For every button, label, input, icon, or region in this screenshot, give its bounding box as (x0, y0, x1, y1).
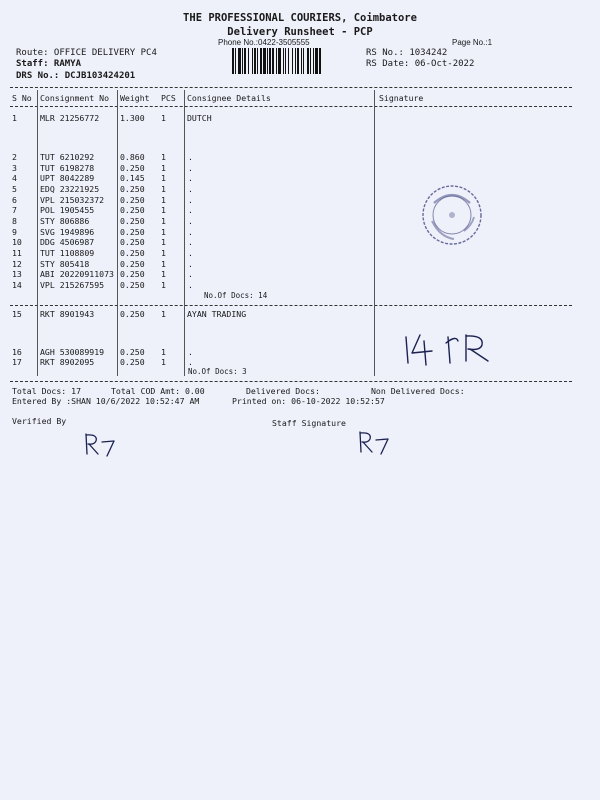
weight: 0.250 (120, 195, 145, 205)
pieces: 1 (161, 309, 166, 319)
consignee-mark: . (188, 347, 193, 357)
consignment-number: VPL 215267595 (40, 280, 105, 290)
pieces: 1 (161, 163, 166, 173)
col-header-signature: Signature (379, 93, 424, 103)
consignee-mark: . (188, 173, 193, 183)
consignee-mark: . (188, 259, 193, 269)
consignee-mark: . (188, 227, 193, 237)
serial-number: 14 (12, 280, 22, 290)
consignee-name: DUTCH (187, 113, 212, 123)
weight: 0.250 (120, 237, 145, 247)
consignment-number: TUT 6198278 (40, 163, 95, 173)
rs-date: RS Date: 06-Oct-2022 (366, 59, 475, 69)
serial-number: 2 (12, 152, 17, 162)
serial-number: 9 (12, 227, 17, 237)
consignment-number: AGH 530089919 (40, 347, 105, 357)
weight: 0.250 (120, 280, 145, 290)
serial-number: 13 (12, 269, 22, 279)
weight: 0.250 (120, 205, 145, 215)
col-header-sno: S No (12, 93, 32, 103)
entered-by: Entered By :SHAN 10/6/2022 10:52:47 AM (12, 396, 200, 406)
staff-signature-label: Staff Signature (272, 418, 346, 428)
consignee-mark: . (188, 184, 193, 194)
consignee-mark: . (188, 248, 193, 258)
weight: 0.250 (120, 309, 145, 319)
pieces: 1 (161, 113, 166, 123)
serial-number: 12 (12, 259, 22, 269)
route: Route: OFFICE DELIVERY PC4 (16, 48, 157, 58)
pieces: 1 (161, 227, 166, 237)
pieces: 1 (161, 269, 166, 279)
consignment-number: STY 806886 (40, 216, 90, 226)
consignment-number: MLR 21256772 (40, 113, 100, 123)
table-bottom-rule (10, 381, 572, 382)
serial-number: 8 (12, 216, 17, 226)
pieces: 1 (161, 280, 166, 290)
consignment-number: SVG 1949896 (40, 227, 95, 237)
consignment-number: ABI 20220911073 (40, 269, 114, 279)
drs-number: DRS No.: DCJB103424201 (16, 71, 136, 81)
pieces: 1 (161, 195, 166, 205)
column-divider (37, 90, 38, 376)
col-header-weight: Weight (120, 93, 150, 103)
pieces: 1 (161, 184, 166, 194)
consignment-number: RKT 8901943 (40, 309, 95, 319)
serial-number: 6 (12, 195, 17, 205)
verified-by-label: Verified By (12, 416, 67, 426)
handwritten-verified-initials (80, 430, 120, 458)
consignment-number: TUT 6210292 (40, 152, 95, 162)
pieces: 1 (161, 259, 166, 269)
serial-number: 1 (12, 113, 17, 123)
serial-number: 4 (12, 173, 17, 183)
serial-number: 5 (12, 184, 17, 194)
delivered-docs: Delivered Docs: (246, 386, 320, 396)
pieces: 1 (161, 248, 166, 258)
table-top-rule (10, 87, 572, 88)
col-header-consignee: Consignee Details (187, 93, 271, 103)
weight: 0.250 (120, 357, 145, 367)
weight: 0.145 (120, 173, 145, 183)
serial-number: 17 (12, 357, 22, 367)
company-name: THE PROFESSIONAL COURIERS, Coimbatore (183, 12, 417, 24)
company-seal (420, 183, 484, 247)
document-title: Delivery Runsheet - PCP (227, 26, 373, 38)
serial-number: 7 (12, 205, 17, 215)
weight: 0.250 (120, 184, 145, 194)
pieces: 1 (161, 205, 166, 215)
weight: 0.250 (120, 347, 145, 357)
weight: 0.250 (120, 227, 145, 237)
weight: 1.300 (120, 113, 145, 123)
serial-number: 10 (12, 237, 22, 247)
consignment-number: RKT 8902095 (40, 357, 95, 367)
consignee-mark: . (188, 205, 193, 215)
barcode (232, 48, 360, 74)
handwritten-delivery-mark (398, 327, 494, 369)
printed-on: Printed on: 06-10-2022 10:52:57 (232, 396, 385, 406)
column-divider (374, 90, 375, 376)
total-docs: Total Docs: 17 (12, 386, 82, 396)
col-header-consignment: Consignment No (40, 93, 110, 103)
pieces: 1 (161, 152, 166, 162)
staff: Staff: RAMYA (16, 59, 82, 69)
consignee-mark: . (188, 152, 193, 162)
weight: 0.250 (120, 216, 145, 226)
consignee-mark: . (188, 195, 193, 205)
header-bottom-rule (10, 106, 572, 107)
handwritten-staff-initials (354, 428, 394, 456)
consignee-mark: . (188, 280, 193, 290)
weight: 0.250 (120, 248, 145, 258)
pieces: 1 (161, 216, 166, 226)
consignee-name: AYAN TRADING (187, 309, 247, 319)
consignment-number: STY 805418 (40, 259, 90, 269)
weight: 0.250 (120, 163, 145, 173)
consignment-number: UPT 8042289 (40, 173, 95, 183)
consignee-mark: . (188, 163, 193, 173)
rs-number: RS No.: 1034242 (366, 48, 448, 58)
col-header-pcs: PCS (161, 93, 176, 103)
column-divider (184, 90, 185, 376)
non-delivered-docs: Non Delivered Docs: (371, 386, 465, 396)
column-divider (117, 90, 118, 376)
consignee-mark: . (188, 216, 193, 226)
serial-number: 11 (12, 248, 22, 258)
pieces: 1 (161, 173, 166, 183)
pieces: 1 (161, 347, 166, 357)
consignee-mark: . (188, 237, 193, 247)
serial-number: 16 (12, 347, 22, 357)
weight: 0.250 (120, 269, 145, 279)
consignment-number: DDG 4506987 (40, 237, 95, 247)
weight: 0.860 (120, 152, 145, 162)
serial-number: 15 (12, 309, 22, 319)
pieces: 1 (161, 357, 166, 367)
pieces: 1 (161, 237, 166, 247)
group-separator-rule (10, 305, 572, 306)
consignee-mark: . (188, 269, 193, 279)
docs-count: No.Of Docs: 3 (188, 367, 247, 376)
consignment-number: TUT 1108809 (40, 248, 95, 258)
phone-number: Phone No.:0422-3505555 (218, 38, 310, 47)
serial-number: 3 (12, 163, 17, 173)
consignee-mark: . (188, 357, 193, 367)
docs-count: No.Of Docs: 14 (204, 291, 268, 300)
page-number: Page No.:1 (452, 38, 493, 47)
total-cod: Total COD Amt: 0.00 (111, 386, 205, 396)
consignment-number: VPL 215032372 (40, 195, 105, 205)
weight: 0.250 (120, 259, 145, 269)
consignment-number: POL 1905455 (40, 205, 95, 215)
consignment-number: EDQ 23221925 (40, 184, 100, 194)
